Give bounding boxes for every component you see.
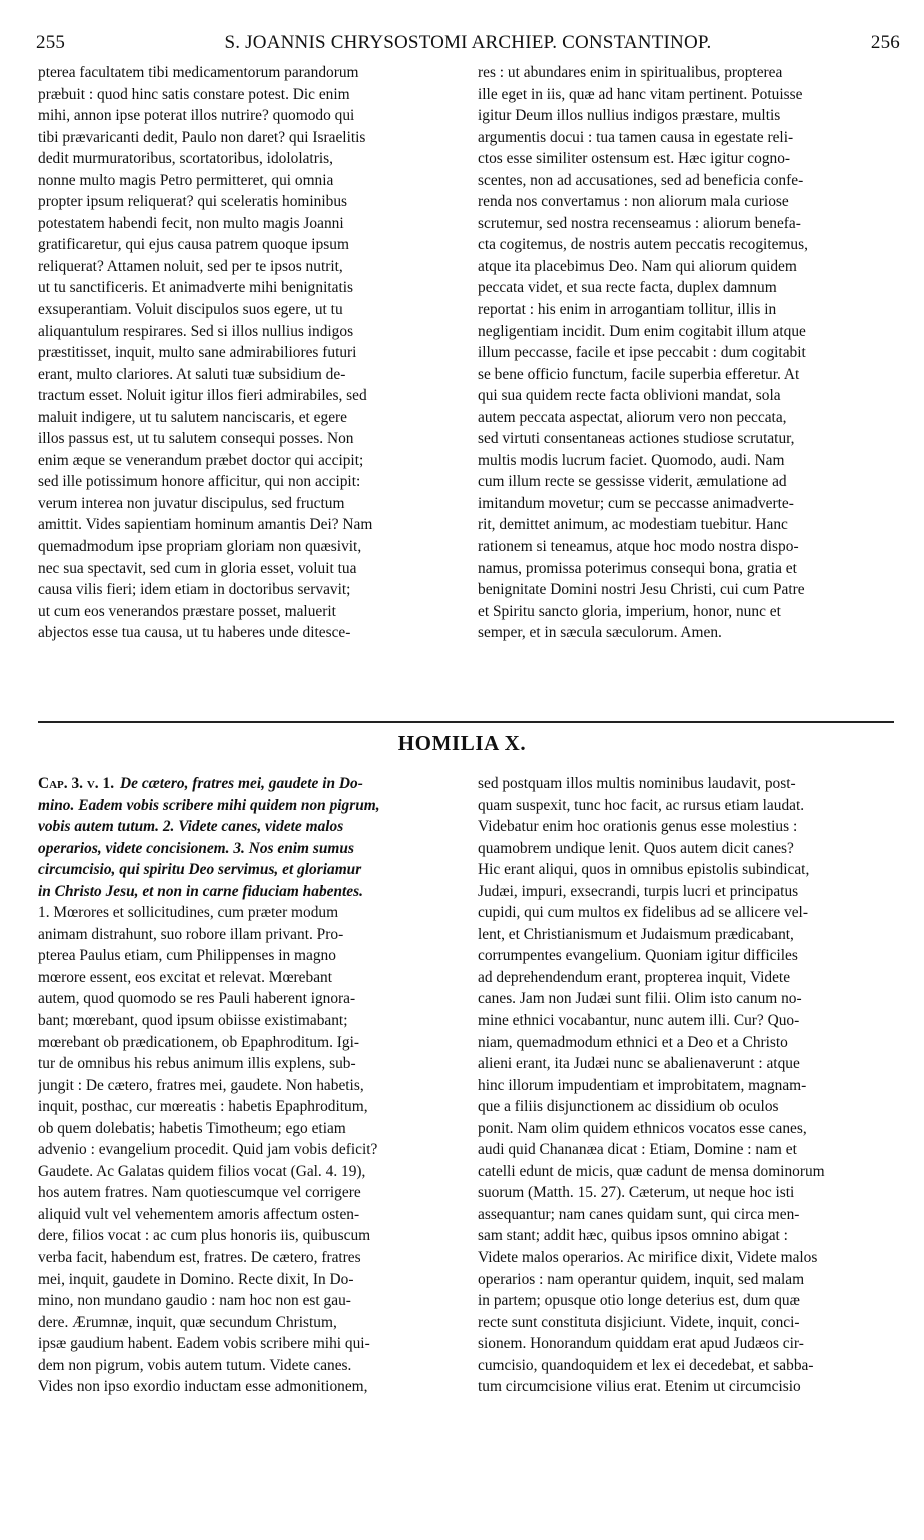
text-line: scentes, non ad accusationes, sed ad beneficia confe- [478,171,804,189]
text-line: mœrore essent, eos excitat et relevat. Mœrebant [38,968,333,986]
text-line: rit, demittet animum, ac modestiam tuebitur. Hanc [478,516,788,534]
text-line: cumcisio, quandoquidem et lex ei decedebat, et sabba- [478,1356,814,1374]
text-line: 1. Mœrores et sollicitudines, cum præter modum [38,904,339,922]
text-line: canes. Jam non Judæi sunt filii. Olim isto canum no- [478,990,802,1008]
text-line: suorum (Matth. 15. 27). Cæterum, ut neque hoc isti [478,1184,795,1202]
text-line: causa vilis fieri; idem etiam in doctoribus servavit; [38,581,351,599]
text-line: catelli edunt de micis, quæ cadunt de mensa dominorum [478,1162,825,1180]
text-line: ut tu sanctificeris. Et animadverte mihi benignitatis [38,279,353,297]
text-line: ad deprehendendum erant, propterea inquit, Videte [478,968,791,986]
text-line: hos autem fratres. Nam quotiescumque vel corrigere [38,1184,361,1202]
text-line: mei, inquit, gaudete in Domino. Recte dixit, In Do- [38,1270,354,1288]
text-line: Vides non ipso exordio inductam esse admonitionem, [38,1378,368,1396]
text-line: illos passus est, ut tu salutem consequi posses. Non [38,430,354,448]
text-line: tractum esset. Noluit igitur illos fieri admirabiles, sed [38,387,367,405]
text-line: dere, filios vocat : ac cum plus honoris iis, quibuscum [38,1227,371,1245]
text-line: Gaudete. Ac Galatas quidem filios vocat (Gal. 4. 19), [38,1162,366,1180]
scripture-line [38,773,456,795]
text-line: aliquantulum respirares. Sed si illos nullius indigos [38,322,354,340]
text-line: ponit. Nam olim quidem ethnicos vocatos esse canes, [478,1119,807,1137]
page-number-right: 256 [870,32,900,53]
chapter-verse-label: Cap. 3. v. 1. [38,775,115,792]
running-title: S. JOANNIS CHRYSOSTOMI ARCHIEP. CONSTANTINOP. [224,32,712,53]
text-line: quamobrem undique lenit. Quos autem dicit canes? [478,839,794,857]
text-line: dere. Ærumnæ, inquit, quæ secundum Christum, [38,1313,337,1331]
text-line: ob quem dolebatis; habetis Timotheum; ego etiam [38,1119,346,1137]
text-line: potestatem habendi fecit, non multo magis Joanni [38,214,344,232]
text-line: in partem; opusque otio longe deterius est, dum quæ [478,1292,800,1310]
text-line: advenio : evangelium procedit. Quid jam vobis deficit? [38,1141,378,1159]
text-line: audi quid Chananæa dicat : Etiam, Domine : nam et [478,1141,797,1159]
text-line: sed postquam illos multis nominibus laudavit, post- [478,775,796,792]
text-line: aliquid vult vel vehementem amoris affectum osten- [38,1205,360,1223]
text-line: mihi, annon ipse poterat illos nutrire? quomodo qui [38,107,355,125]
text-line: erant, multo clariores. At saluti tuæ subsidium de- [38,365,346,383]
text-line: imitandum movetur; cum se peccasse animadverte- [478,494,794,512]
text-line: namus, promissa poterimus consequi bona, gratia et [478,559,797,577]
text-line: enim æque se venerandum præbet doctor qui accipit; [38,451,364,469]
text-line: quemadmodum ipse propriam gloriam non quæsivit, [38,538,362,556]
text-line: mine ethnici vocabantur, nunc autem illi. Cur? Quo- [478,1012,800,1030]
text-line: amittit. Vides sapientiam hominum amantis Dei? Nam [38,516,373,534]
text-line: tum circumcisione vilius erat. Etenim ut circumcisio [478,1378,801,1396]
homily-title: HOMILIA X. [397,731,527,755]
scripture-line: mino. Eadem vobis scribere mihi quidem non pigrum, [38,796,380,814]
text-line: Videte malos operarios. Ac mirifice dixit, Videte malos [478,1249,818,1267]
text-line: sionem. Honorandum quiddam erat apud Judæos cir- [478,1335,804,1353]
text-line: cta cogitemus, de nostris autem peccatis recogitemus, [478,236,808,254]
text-line: corrumpentes evangelium. Quoniam igitur difficiles [478,947,798,965]
text-line: tur de omnibus his rebus animum illis explens, sub- [38,1055,356,1073]
text-line: mœrebant ob prædicationem, ob Epaphroditum. Igi- [38,1033,359,1051]
column-top-left [38,62,456,644]
section-divider [38,721,894,723]
text-line: inquit, posthac, cur mœreatis : habetis Epaphroditum, [38,1098,368,1116]
scripture-line: operarios, videte concisionem. 3. Nos enim sumus [38,839,354,857]
scripture-text: De cætero, fratres mei, gaudete in Do- [120,775,363,792]
text-line: cum illum recte se gessisse viderit, æmulatione ad [478,473,787,491]
text-line: recte sunt constituta disjiciunt. Videte, inquit, conci- [478,1313,800,1331]
text-line: pterea Paulus etiam, cum Philippenses in magno [38,947,336,965]
running-header [36,32,900,58]
text-line: Videbatur enim hoc orationis genus esse molestius : [478,818,798,836]
text-line: nec sua spectavit, sed cum in gloria esset, voluit tua [38,559,357,577]
text-line: ctos esse similiter ostensum est. Hæc igitur cogno- [478,150,791,168]
text-line: hinc illorum impudentiam et improbitatem, magnam- [478,1076,807,1094]
column-bottom-right [478,773,892,1398]
text-line: cupidi, qui cum multos ex fidelibus ad se allicere vel- [478,904,808,922]
text-line: multis modis lucrum faciet. Quomodo, audi. Nam [478,451,785,469]
text-line: atque ita placebimus Deo. Nam qui aliorum quidem [478,257,797,275]
text-line: ille eget in iis, quæ ad hanc vitam pertinent. Potuisse [478,85,803,103]
text-line: illum peccasse, facile et ipse peccabit : dum cogitabit [478,344,806,362]
text-line: gratificaretur, qui ejus causa patrem quoque ipsum [38,236,349,254]
text-line: alieni erant, ita Judæi nunc se abalienaverunt : atque [478,1055,800,1073]
text-line: pterea facultatem tibi medicamentorum parandorum [38,64,359,81]
text-line: assequantur; nam canes quidam sunt, qui circa men- [478,1205,800,1223]
text-line: exsuperantiam. Voluit discipulos suos egere, ut tu [38,301,343,319]
text-line: maluit indigere, ut tu salutem nanciscaris, et egere [38,408,347,426]
text-line: rationem si teneamus, atque hoc modo nostra dispo- [478,538,799,556]
text-line: bant; mœrebant, quod ipsum obiisse existimabant; [38,1012,348,1030]
text-line: se bene officio functum, facile superbia efferetur. At [478,365,800,383]
text-line: præstitisset, inquit, multo sane admirabiliores futuri [38,344,357,362]
page-number-left: 255 [36,32,66,53]
text-line: Judæi, impuri, exsecrandi, turpis lucri et principatus [478,882,799,900]
text-line: operarios : nam operantur quidem, inquit, sed malam [478,1270,805,1288]
text-line: nonne multo magis Petro permitteret, qui omnia [38,171,334,189]
text-line: propter ipsum reliquerat? qui sceleratis hominibus [38,193,348,211]
text-line: peccata videt, et sua recte facta, duplex damnum [478,279,777,297]
text-line: renda nos convertamus : non aliorum mala curiose [478,193,789,211]
text-line: semper, et in sæcula sæculorum. Amen. [478,624,722,642]
text-line: ut cum eos venerandos præstare posset, maluerit [38,602,336,620]
text-line: que a filiis disjunctionem ac dissidium ob oculos [478,1098,779,1116]
text-line: abjectos esse tua causa, ut tu haberes unde ditesce- [38,624,351,642]
scripture-line: circumcisio, qui spiritu Deo servimus, et gloriamur [38,861,362,879]
text-line: res : ut abundares enim in spiritualibus, propterea [478,64,783,81]
text-line: jungit : De cætero, fratres mei, gaudete. Non habetis, [38,1076,364,1094]
text-line: lent, et Christianismum et Judaismum prædicabant, [478,925,794,943]
text-line: dem non pigrum, vobis autem tutum. Videte canes. [38,1356,352,1374]
text-line: niam, quemadmodum ethnici et a Deo et a Christo [478,1033,788,1051]
text-line: reliquerat? Attamen noluit, sed per te ipsos nutrit, [38,257,343,275]
text-line: tibi prævaricanti dedit, Paulo non daret? qui Israelitis [38,128,366,146]
text-line: quam suspexit, tunc hoc facit, ac rursus etiam laudat. [478,796,805,814]
text-line: verum interea non juvatur discipulus, sed fructum [38,494,345,512]
text-line: benignitate Domini nostri Jesu Christi, cui cum Patre [478,581,805,599]
text-line: reportat : his enim in arrogantiam tollitur, illis in [478,301,777,319]
column-top-right [478,62,892,644]
text-line: animam distrahunt, suo robore illam privant. Pro- [38,925,344,943]
text-line: negligentiam incidit. Dum enim cogitabit illum atque [478,322,806,340]
text-line: et Spiritu sancto gloria, imperium, honor, nunc et [478,602,781,620]
text-line: ipsæ gaudium habent. Eadem vobis scribere mihi qui- [38,1335,370,1353]
text-line: argumentis docui : tua tamen causa in egestate reli- [478,128,794,146]
text-line: mino, non mundano gaudio : nam hoc non est gau- [38,1292,351,1310]
text-line: qui sua quidem recte facta oblivioni mandat, sola [478,387,781,405]
text-line: sed ille potissimum honore afficitur, qui non accipit: [38,473,361,491]
text-line: Hic erant aliqui, quos in omnibus epistolis subindicat, [478,861,810,879]
scripture-line: vobis autem tutum. 2. Videte canes, videte malos [38,818,344,836]
text-line: verba facit, habendum est, fratres. De cætero, fratres [38,1249,361,1267]
text-line: autem, quod quomodo se res Pauli haberent ignora- [38,990,356,1008]
scripture-line: in Christo Jesu, et non in carne fiduciam habentes. [38,882,363,900]
text-line: scrutemur, sed nostra recenseamus : aliorum benefa- [478,214,801,232]
text-line: præbuit : quod hinc satis constare potest. Dic enim [38,85,350,103]
text-line: autem peccata aspectat, aliorum vero non peccata, [478,408,787,426]
column-bottom-left [38,773,456,1398]
text-line: dedit murmuratoribus, scortatoribus, idololatris, [38,150,333,168]
text-line: sam stant; addit hæc, quibus ipsos omnino abigat : [478,1227,788,1245]
text-line: sed virtuti consentaneas actiones studiose scrutatur, [478,430,795,448]
text-line: igitur Deum illos nullius indigos præstare, multis [478,107,781,125]
